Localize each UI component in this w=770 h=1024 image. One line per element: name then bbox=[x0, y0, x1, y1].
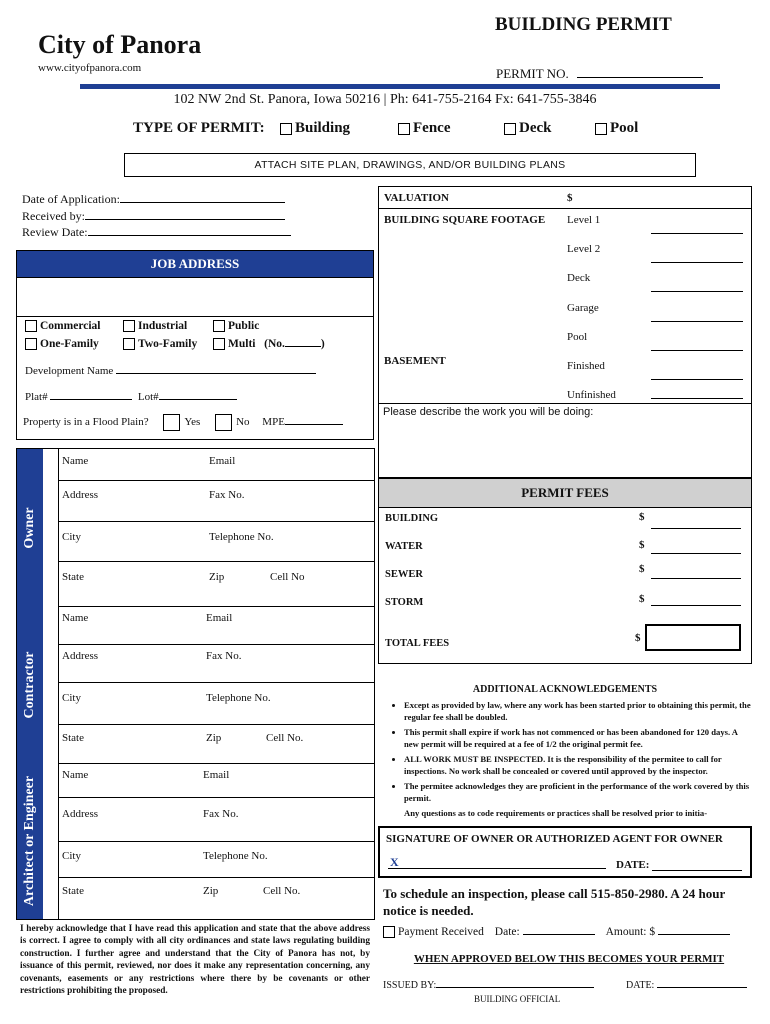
owner-email-field[interactable]: Email bbox=[209, 455, 236, 467]
signature-date-label: DATE: bbox=[616, 859, 650, 871]
property-type-options bbox=[25, 320, 365, 356]
received-by-field[interactable]: Received by: bbox=[22, 208, 291, 225]
owner-state-field[interactable]: State bbox=[62, 571, 84, 583]
fee-building-label: BUILDING bbox=[385, 513, 439, 524]
contractor-zip-field[interactable]: Zip bbox=[206, 732, 222, 744]
fee-sewer-label: SEWER bbox=[385, 569, 423, 580]
payment-received-checkbox[interactable]: Payment Received bbox=[383, 926, 484, 938]
signature-x-mark: X bbox=[390, 855, 399, 869]
flood-no[interactable]: No bbox=[215, 416, 249, 428]
type-two-family[interactable]: Two-Family bbox=[123, 338, 197, 350]
signature-date-line[interactable] bbox=[652, 870, 742, 871]
signature-heading: SIGNATURE OF OWNER OR AUTHORIZED AGENT FOR OWNER bbox=[386, 833, 723, 845]
square-footage-label: BUILDING SQUARE FOOTAGE bbox=[384, 214, 546, 226]
approval-heading: WHEN APPROVED BELOW THIS BECOMES YOUR PERMIT bbox=[413, 953, 725, 965]
development-name-field[interactable]: Development Name bbox=[25, 365, 316, 377]
contractor-city-field[interactable]: City bbox=[62, 692, 81, 704]
checkbox-icon[interactable] bbox=[595, 123, 607, 135]
architect-city-field[interactable]: City bbox=[62, 850, 81, 862]
job-address-section bbox=[16, 250, 374, 440]
acknowledgements-section bbox=[378, 684, 752, 824]
form-title: BUILDING PERMIT bbox=[495, 14, 672, 35]
architect-zip-field[interactable]: Zip bbox=[203, 885, 219, 897]
architect-address-field[interactable]: Address bbox=[62, 808, 99, 820]
issued-by-field[interactable]: ISSUED BY: bbox=[383, 980, 594, 991]
checkbox-icon[interactable] bbox=[280, 123, 292, 135]
owner-fax-field[interactable]: Fax No. bbox=[209, 489, 245, 501]
permit-no-label: PERMIT NO. bbox=[496, 66, 569, 81]
architect-email-field[interactable]: Email bbox=[203, 769, 230, 781]
parties-section bbox=[16, 448, 375, 920]
schedule-inspection-note: To schedule an inspection, please call 515-850-2980. A 24 hour notice is needed. bbox=[383, 886, 726, 918]
permit-type-label: TYPE OF PERMIT: bbox=[133, 120, 265, 136]
deck-field[interactable]: Deck bbox=[567, 272, 591, 285]
signature-line[interactable] bbox=[388, 868, 606, 869]
payment-amount-field[interactable] bbox=[658, 933, 730, 935]
contractor-state-field[interactable]: State bbox=[62, 732, 84, 744]
finished-field[interactable]: Finished bbox=[567, 360, 605, 373]
level-1-field[interactable]: Level 1 bbox=[567, 214, 601, 226]
work-description-label: Please describe the work you will be doing: bbox=[383, 406, 594, 418]
owner-phone-field[interactable]: Telephone No. bbox=[209, 531, 274, 543]
contractor-email-field[interactable]: Email bbox=[206, 612, 233, 624]
acknowledgements-heading: ADDITIONAL ACKNOWLEDGEMENTS bbox=[472, 684, 658, 695]
issued-date-field[interactable]: DATE: bbox=[626, 980, 747, 991]
architect-side-label: Architect or Engineer bbox=[17, 763, 43, 919]
valuation-section bbox=[378, 186, 752, 478]
permit-fees-section bbox=[378, 478, 752, 664]
flood-plain-question: Property is in a Flood Plain? Yes No MPE bbox=[23, 414, 343, 431]
contractor-cell-field[interactable]: Cell No. bbox=[266, 732, 304, 744]
architect-block bbox=[58, 763, 374, 919]
ack-item: • Any questions as to code requirements or practices shall be resolved prior to initia- bbox=[404, 808, 752, 820]
owner-zip-field[interactable]: Zip bbox=[209, 571, 225, 583]
owner-address-field[interactable]: Address bbox=[62, 489, 99, 501]
total-fees-dollar: $ bbox=[635, 632, 641, 644]
fee-water-dollar[interactable]: $ bbox=[639, 539, 645, 551]
contractor-block bbox=[58, 606, 374, 764]
owner-name-field[interactable]: Name bbox=[62, 455, 89, 467]
type-multi[interactable]: Multi (No. ) bbox=[213, 338, 325, 350]
contractor-fax-field[interactable]: Fax No. bbox=[206, 650, 242, 662]
fee-sewer-dollar[interactable]: $ bbox=[639, 563, 645, 575]
valuation-dollar[interactable]: $ bbox=[567, 192, 573, 204]
payment-date-field[interactable] bbox=[523, 933, 595, 935]
header-divider bbox=[80, 84, 720, 89]
contractor-address-field[interactable]: Address bbox=[62, 650, 99, 662]
checkbox-icon[interactable] bbox=[504, 123, 516, 135]
total-fees-label: TOTAL FEES bbox=[385, 638, 450, 649]
architect-name-field[interactable]: Name bbox=[62, 769, 89, 781]
architect-state-field[interactable]: State bbox=[62, 885, 84, 897]
ack-item: • Except as provided by law, where any work has been started prior to obtaining this permit, the regular fee shall be doubled. bbox=[404, 700, 752, 723]
attach-plans-note: ATTACH SITE PLAN, DRAWINGS, AND/OR BUILDING PLANS bbox=[124, 153, 696, 177]
type-public[interactable]: Public bbox=[213, 320, 259, 332]
fee-building-dollar[interactable]: $ bbox=[639, 511, 645, 523]
square-footage-levels bbox=[567, 214, 616, 418]
owner-city-field[interactable]: City bbox=[62, 531, 81, 543]
level-2-field[interactable]: Level 2 bbox=[567, 243, 601, 256]
permit-type-fence[interactable]: Fence bbox=[398, 120, 450, 137]
ack-item: • The permitee acknowledges they are proficient in the performance of the work covered by this permit. bbox=[404, 781, 752, 804]
date-of-application-field[interactable]: Date of Application: bbox=[22, 191, 291, 208]
website-link[interactable]: www.cityofpanora.com bbox=[38, 62, 142, 74]
fee-storm-dollar[interactable]: $ bbox=[639, 593, 645, 605]
signature-section bbox=[378, 826, 752, 878]
job-address-input[interactable] bbox=[17, 278, 373, 317]
owner-block bbox=[58, 449, 374, 607]
city-title: City of Panora bbox=[38, 30, 202, 59]
basement-label: BASEMENT bbox=[384, 355, 446, 367]
job-address-heading: JOB ADDRESS bbox=[17, 251, 373, 278]
permit-type-pool[interactable]: Pool bbox=[595, 120, 638, 137]
flood-yes[interactable]: Yes bbox=[163, 416, 200, 428]
mpe-field[interactable]: MPE bbox=[262, 416, 343, 428]
review-date-field[interactable]: Review Date: bbox=[22, 224, 291, 241]
valuation-label: VALUATION bbox=[384, 192, 449, 204]
garage-field[interactable]: Garage bbox=[567, 301, 599, 314]
architect-cell-field[interactable]: Cell No. bbox=[263, 885, 301, 897]
ack-item: • ALL WORK MUST BE INSPECTED. It is the responsibility of the permitee to call for inspections. No work shall be concealed or covered until approved by the inspector. bbox=[404, 754, 752, 777]
fee-water-label: WATER bbox=[385, 541, 423, 552]
building-official-label: BUILDING OFFICIAL bbox=[474, 994, 561, 1004]
pool-field[interactable]: Pool bbox=[567, 330, 588, 343]
owner-cell-field[interactable]: Cell No bbox=[270, 571, 305, 583]
contact-address: 102 NW 2nd St. Panora, Iowa 50216 | Ph: 641-755-2164 Fx: 641-755-3846 bbox=[173, 92, 597, 107]
unfinished-field[interactable]: Unfinished bbox=[567, 389, 616, 402]
owner-side-label: Owner bbox=[17, 449, 43, 606]
work-description-input[interactable] bbox=[379, 419, 751, 477]
payment-row: Payment Received Date: Amount: $ bbox=[383, 926, 730, 938]
total-fees-input[interactable] bbox=[645, 624, 741, 651]
permit-type-deck[interactable]: Deck bbox=[504, 120, 552, 137]
architect-phone-field[interactable]: Telephone No. bbox=[203, 850, 268, 862]
type-one-family[interactable]: One-Family bbox=[25, 338, 99, 350]
plat-lot-field[interactable]: Plat# Lot# bbox=[25, 391, 237, 403]
ack-item: • This permit shall expire if work has not commenced or has been abandoned for 120 days. A new permit will be required at a fee of 1/2 the original permit fee. bbox=[404, 727, 752, 750]
acknowledgement-statement: I hereby acknowledge that I have read this application and state that the above address is correct. I agree to comply with all city ordinances and state laws regulating building construction. I further agree and understand that the City of Panora has not, by issuance of this permit, reviewed, nor does it make any representation concerning, any covenants, easements or any restrictions where there by be covenants or other restrictions prohibiting the proposed. bbox=[20, 924, 370, 997]
contractor-side-label: Contractor bbox=[17, 606, 43, 763]
architect-fax-field[interactable]: Fax No. bbox=[203, 808, 239, 820]
permit-fees-heading: PERMIT FEES bbox=[379, 479, 751, 508]
contractor-name-field[interactable]: Name bbox=[62, 612, 89, 624]
checkbox-icon[interactable] bbox=[398, 123, 410, 135]
permit-number-field[interactable] bbox=[496, 66, 703, 82]
permit-type-building[interactable]: Building bbox=[280, 120, 350, 137]
fee-storm-label: STORM bbox=[385, 597, 424, 608]
permit-type-row bbox=[133, 120, 639, 137]
type-commercial[interactable]: Commercial bbox=[25, 320, 100, 332]
contractor-phone-field[interactable]: Telephone No. bbox=[206, 692, 271, 704]
type-industrial[interactable]: Industrial bbox=[123, 320, 187, 332]
date-fields bbox=[22, 191, 291, 241]
